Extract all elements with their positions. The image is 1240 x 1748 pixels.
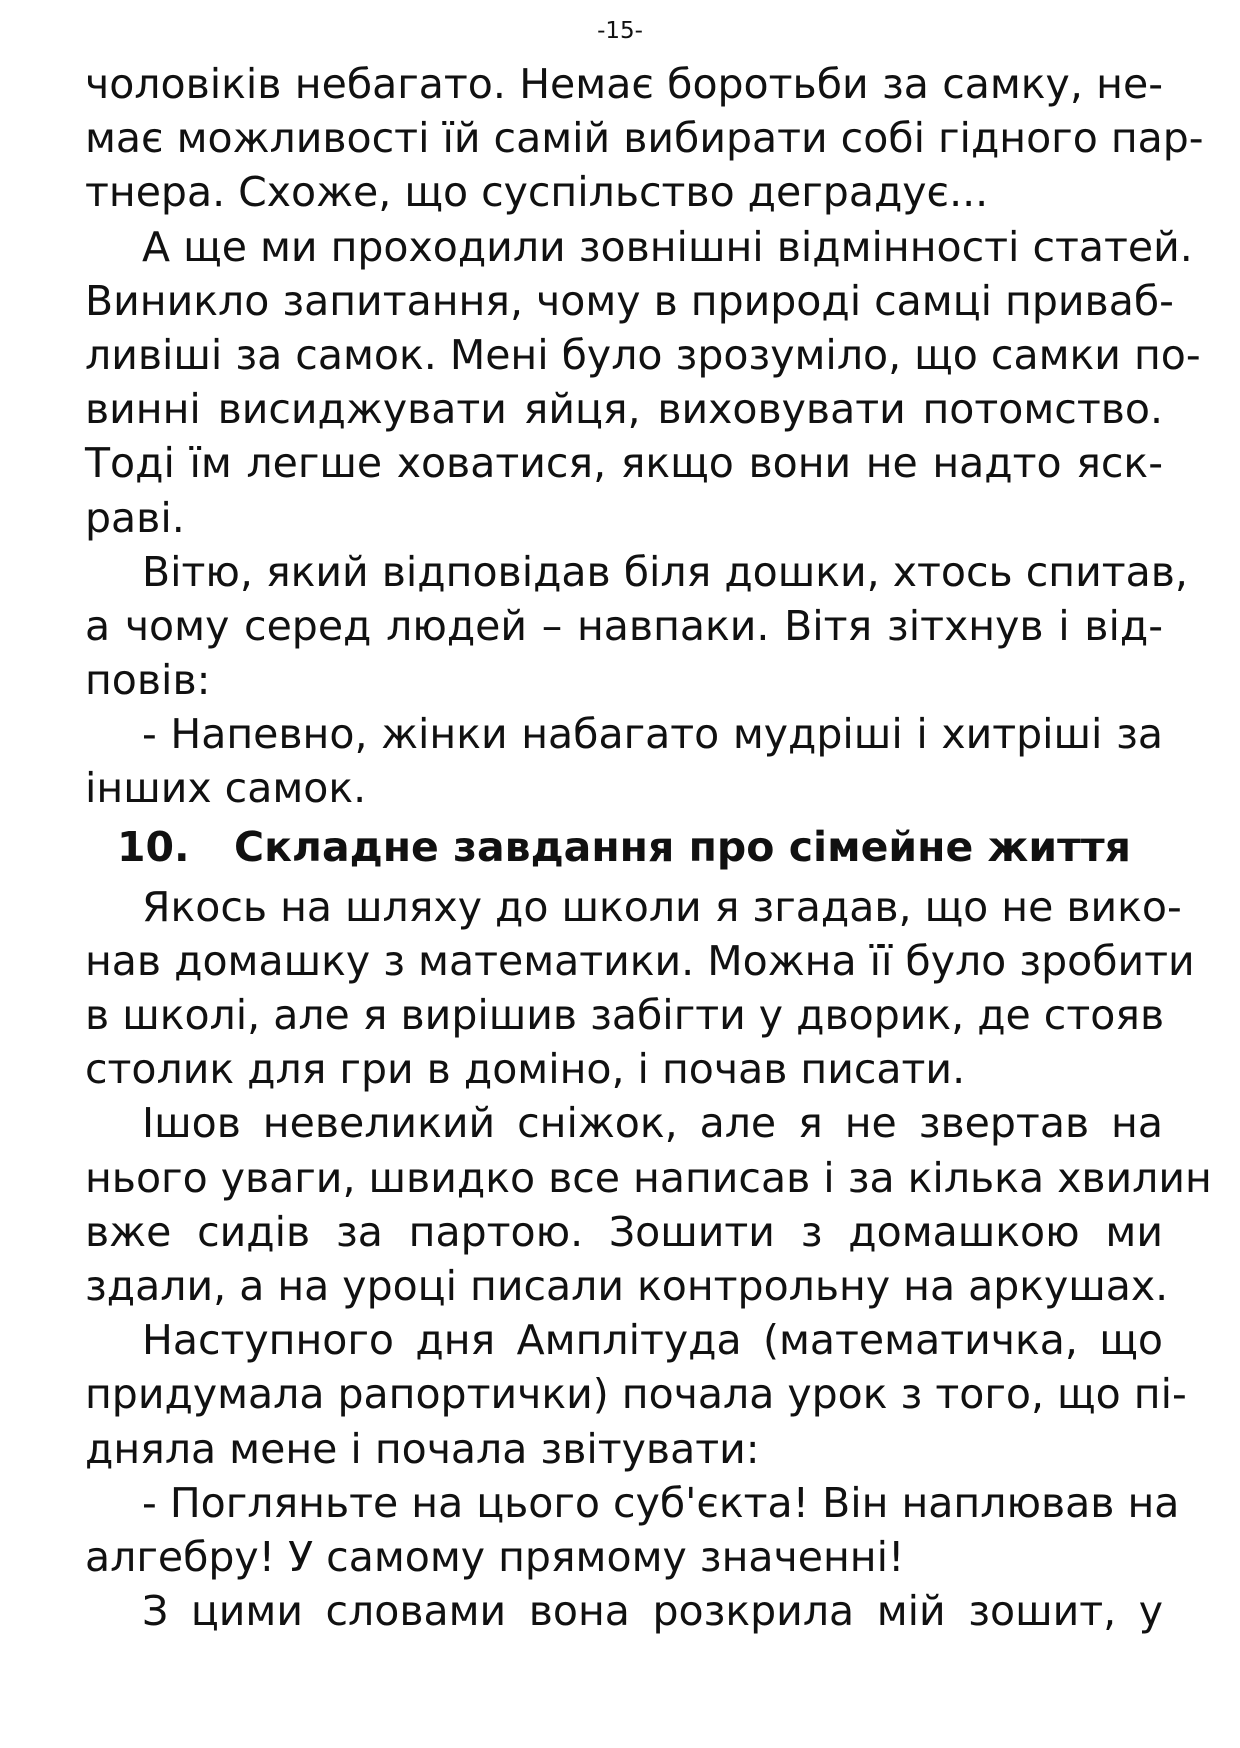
text-line: дняла мене і почала звітувати: — [85, 1424, 760, 1473]
text-line: - Напевно, жінки набагато мудріші і хитріші за — [142, 710, 1163, 759]
text-line: ливіші за самок. Мені було зрозуміло, що самки по- — [85, 330, 1201, 379]
section-heading — [85, 814, 1163, 880]
text-line: в школі, але я вирішив забігти у дворик, де стояв — [85, 991, 1165, 1039]
page-text — [85, 57, 1212, 1638]
text-line: столик для гри в доміно, і почав писати. — [85, 1045, 966, 1094]
text-line: інших самок. — [85, 764, 367, 813]
text-line: Виникло запитання, чому в природі самці приваб- — [85, 276, 1174, 325]
text-line: чоловіків небагато. Немає боротьби за самку, не- — [85, 60, 1163, 108]
text-line: раві. — [85, 493, 185, 542]
text-line: здали, а на уроці писали контрольну на аркушах. — [85, 1261, 1169, 1310]
section-title: Складне завдання про сімейне життя — [234, 822, 1131, 871]
section-number: 10. — [117, 822, 190, 871]
text-line: тнера. Схоже, що суспільство деградує... — [85, 168, 989, 217]
text-line: Вітю, який відповідав біля дошки, хтось спитав, — [142, 547, 1188, 596]
text-line: Ішов невеликий сніжок, але я не звертав на — [142, 1099, 1163, 1148]
text-line: А ще ми проходили зовнішні відмінності статей. — [142, 222, 1193, 271]
text-line: повів: — [85, 656, 211, 705]
page-number: -15- — [597, 18, 643, 44]
text-line: винні висиджувати яйця, виховувати потомство. — [85, 385, 1163, 434]
text-line: нього уваги, швидко все написав і за кілька хвилин — [85, 1153, 1212, 1202]
text-line: З цими словами вона розкрила мій зошит, у — [142, 1587, 1163, 1636]
text-line: придумала рапортички) почала урок з того, що пі- — [85, 1370, 1187, 1419]
text-line: Якось на шляху до школи я згадав, що не вико- — [142, 882, 1182, 931]
text-line: має можливості їй самій вибирати собі гідного пар- — [85, 114, 1204, 163]
text-line: - Погляньте на цього суб'єкта! Він наплював на — [142, 1478, 1180, 1527]
text-line: вже сидів за партою. Зошити з домашкою ми — [85, 1207, 1163, 1256]
text-line: Наступного дня Амплітуда (математичка, що — [142, 1316, 1163, 1365]
text-line: а чому серед людей – навпаки. Вітя зітхнув і від- — [85, 601, 1163, 650]
text-line: нав домашку з математики. Можна її було зробити — [85, 936, 1195, 985]
text-line: алгебру! У самому прямому значенні! — [85, 1532, 905, 1581]
text-line: Тоді їм легше ховатися, якщо вони не надто яск- — [85, 439, 1163, 488]
